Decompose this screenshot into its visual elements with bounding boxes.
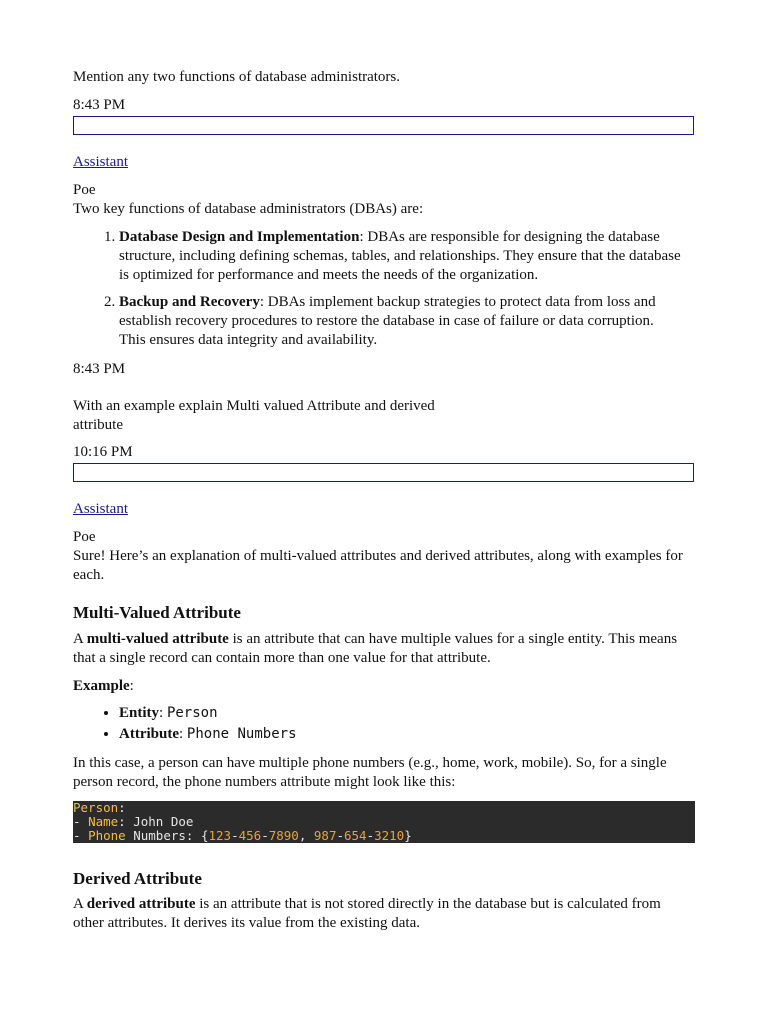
text: A <box>73 896 87 912</box>
code-number: 123 <box>208 828 232 843</box>
inline-code: Phone Numbers <box>186 726 297 742</box>
list-item <box>119 725 695 744</box>
term: derived attribute <box>86 896 196 912</box>
code-text: - <box>231 828 239 843</box>
message-action-bar[interactable] <box>73 116 694 135</box>
code-key: Phone <box>88 828 126 843</box>
case-paragraph: In this case, a person can have multiple phone numbers (e.g., home, work, mobile). So, for a single person record, the phone numbers attribute might look like this: <box>73 755 667 790</box>
message-timestamp: 8:43 PM <box>73 97 126 113</box>
example-label <box>73 677 695 696</box>
example-label-text: Example <box>73 678 130 694</box>
assistant-link[interactable]: Assistant <box>73 154 129 170</box>
example-bullets <box>73 704 695 746</box>
bullet-label: Attribute <box>119 726 179 742</box>
list-item-text: : DBAs implement backup strategies to protect data from loss and establish recovery procedures to restore the database in case of failure or data corruption. This ensures data integrity and availability. <box>119 294 656 348</box>
text: A <box>73 631 87 647</box>
code-block[interactable] <box>73 801 695 843</box>
code-text: : <box>118 801 126 815</box>
list-item <box>119 704 695 723</box>
code-text: - <box>73 814 89 829</box>
term: multi-valued attribute <box>86 631 229 647</box>
assistant-intro: Two key functions of database administrators (DBAs) are: <box>73 201 424 217</box>
code-text: - <box>336 828 344 843</box>
code-key: Person <box>73 801 119 815</box>
assistant-intro: Sure! Here’s an explanation of multi-valued attributes and derived attributes, along with examples for each. <box>73 548 683 583</box>
code-text: , <box>298 828 314 843</box>
dba-functions-list <box>73 228 683 358</box>
code-number: 456 <box>238 828 262 843</box>
code-key: Name <box>88 814 119 829</box>
code-number: 7890 <box>268 828 299 843</box>
derived-heading: Derived Attribute <box>73 869 202 888</box>
text: is an attribute that is not stored directly in the database but is calculated from other attributes. It derives its value from the existing data. <box>73 896 661 931</box>
multi-valued-paragraph <box>73 630 683 668</box>
user-message-2-line-1: With an example explain Multi valued Attribute and derived <box>73 398 435 414</box>
list-item-title: Backup and Recovery <box>119 294 260 310</box>
code-text: } <box>404 828 412 843</box>
code-text: - <box>366 828 375 843</box>
list-item <box>119 293 683 350</box>
message-timestamp: 10:16 PM <box>73 444 133 460</box>
list-item-text: : DBAs are responsible for designing the database structure, including defining schemas, tables, and relationships. They ensure that the database is optimized for performance and meets the needs of the organization. <box>119 229 681 283</box>
assistant-link[interactable]: Assistant <box>73 501 129 517</box>
text: is an attribute that can have multiple values for a single entity. This means that a single record can contain more than one value for that attribute. <box>73 631 678 666</box>
code-text: - <box>73 828 89 843</box>
list-item <box>119 228 683 285</box>
separator: : <box>179 726 187 742</box>
code-number: 654 <box>344 828 367 843</box>
inline-code: Person <box>166 705 218 721</box>
code-text: : John Doe <box>118 814 194 829</box>
user-message-1: Mention any two functions of database administrators. <box>73 69 401 85</box>
message-timestamp: 8:43 PM <box>73 361 126 377</box>
code-number: 987 <box>313 828 337 843</box>
bot-name: Poe <box>73 529 96 545</box>
colon: : <box>129 678 134 694</box>
multi-valued-heading: Multi-Valued Attribute <box>73 603 241 622</box>
user-message-2-line-2: attribute <box>73 417 123 433</box>
separator: : <box>159 705 167 721</box>
message-action-bar[interactable] <box>73 463 694 482</box>
code-text: Numbers: { <box>125 828 209 843</box>
derived-paragraph <box>73 895 688 933</box>
list-item-title: Database Design and Implementation <box>119 229 360 245</box>
bot-name: Poe <box>73 182 96 198</box>
bullet-label: Entity <box>119 705 160 721</box>
code-number: 3210 <box>374 828 405 843</box>
code-text: - <box>261 828 269 843</box>
